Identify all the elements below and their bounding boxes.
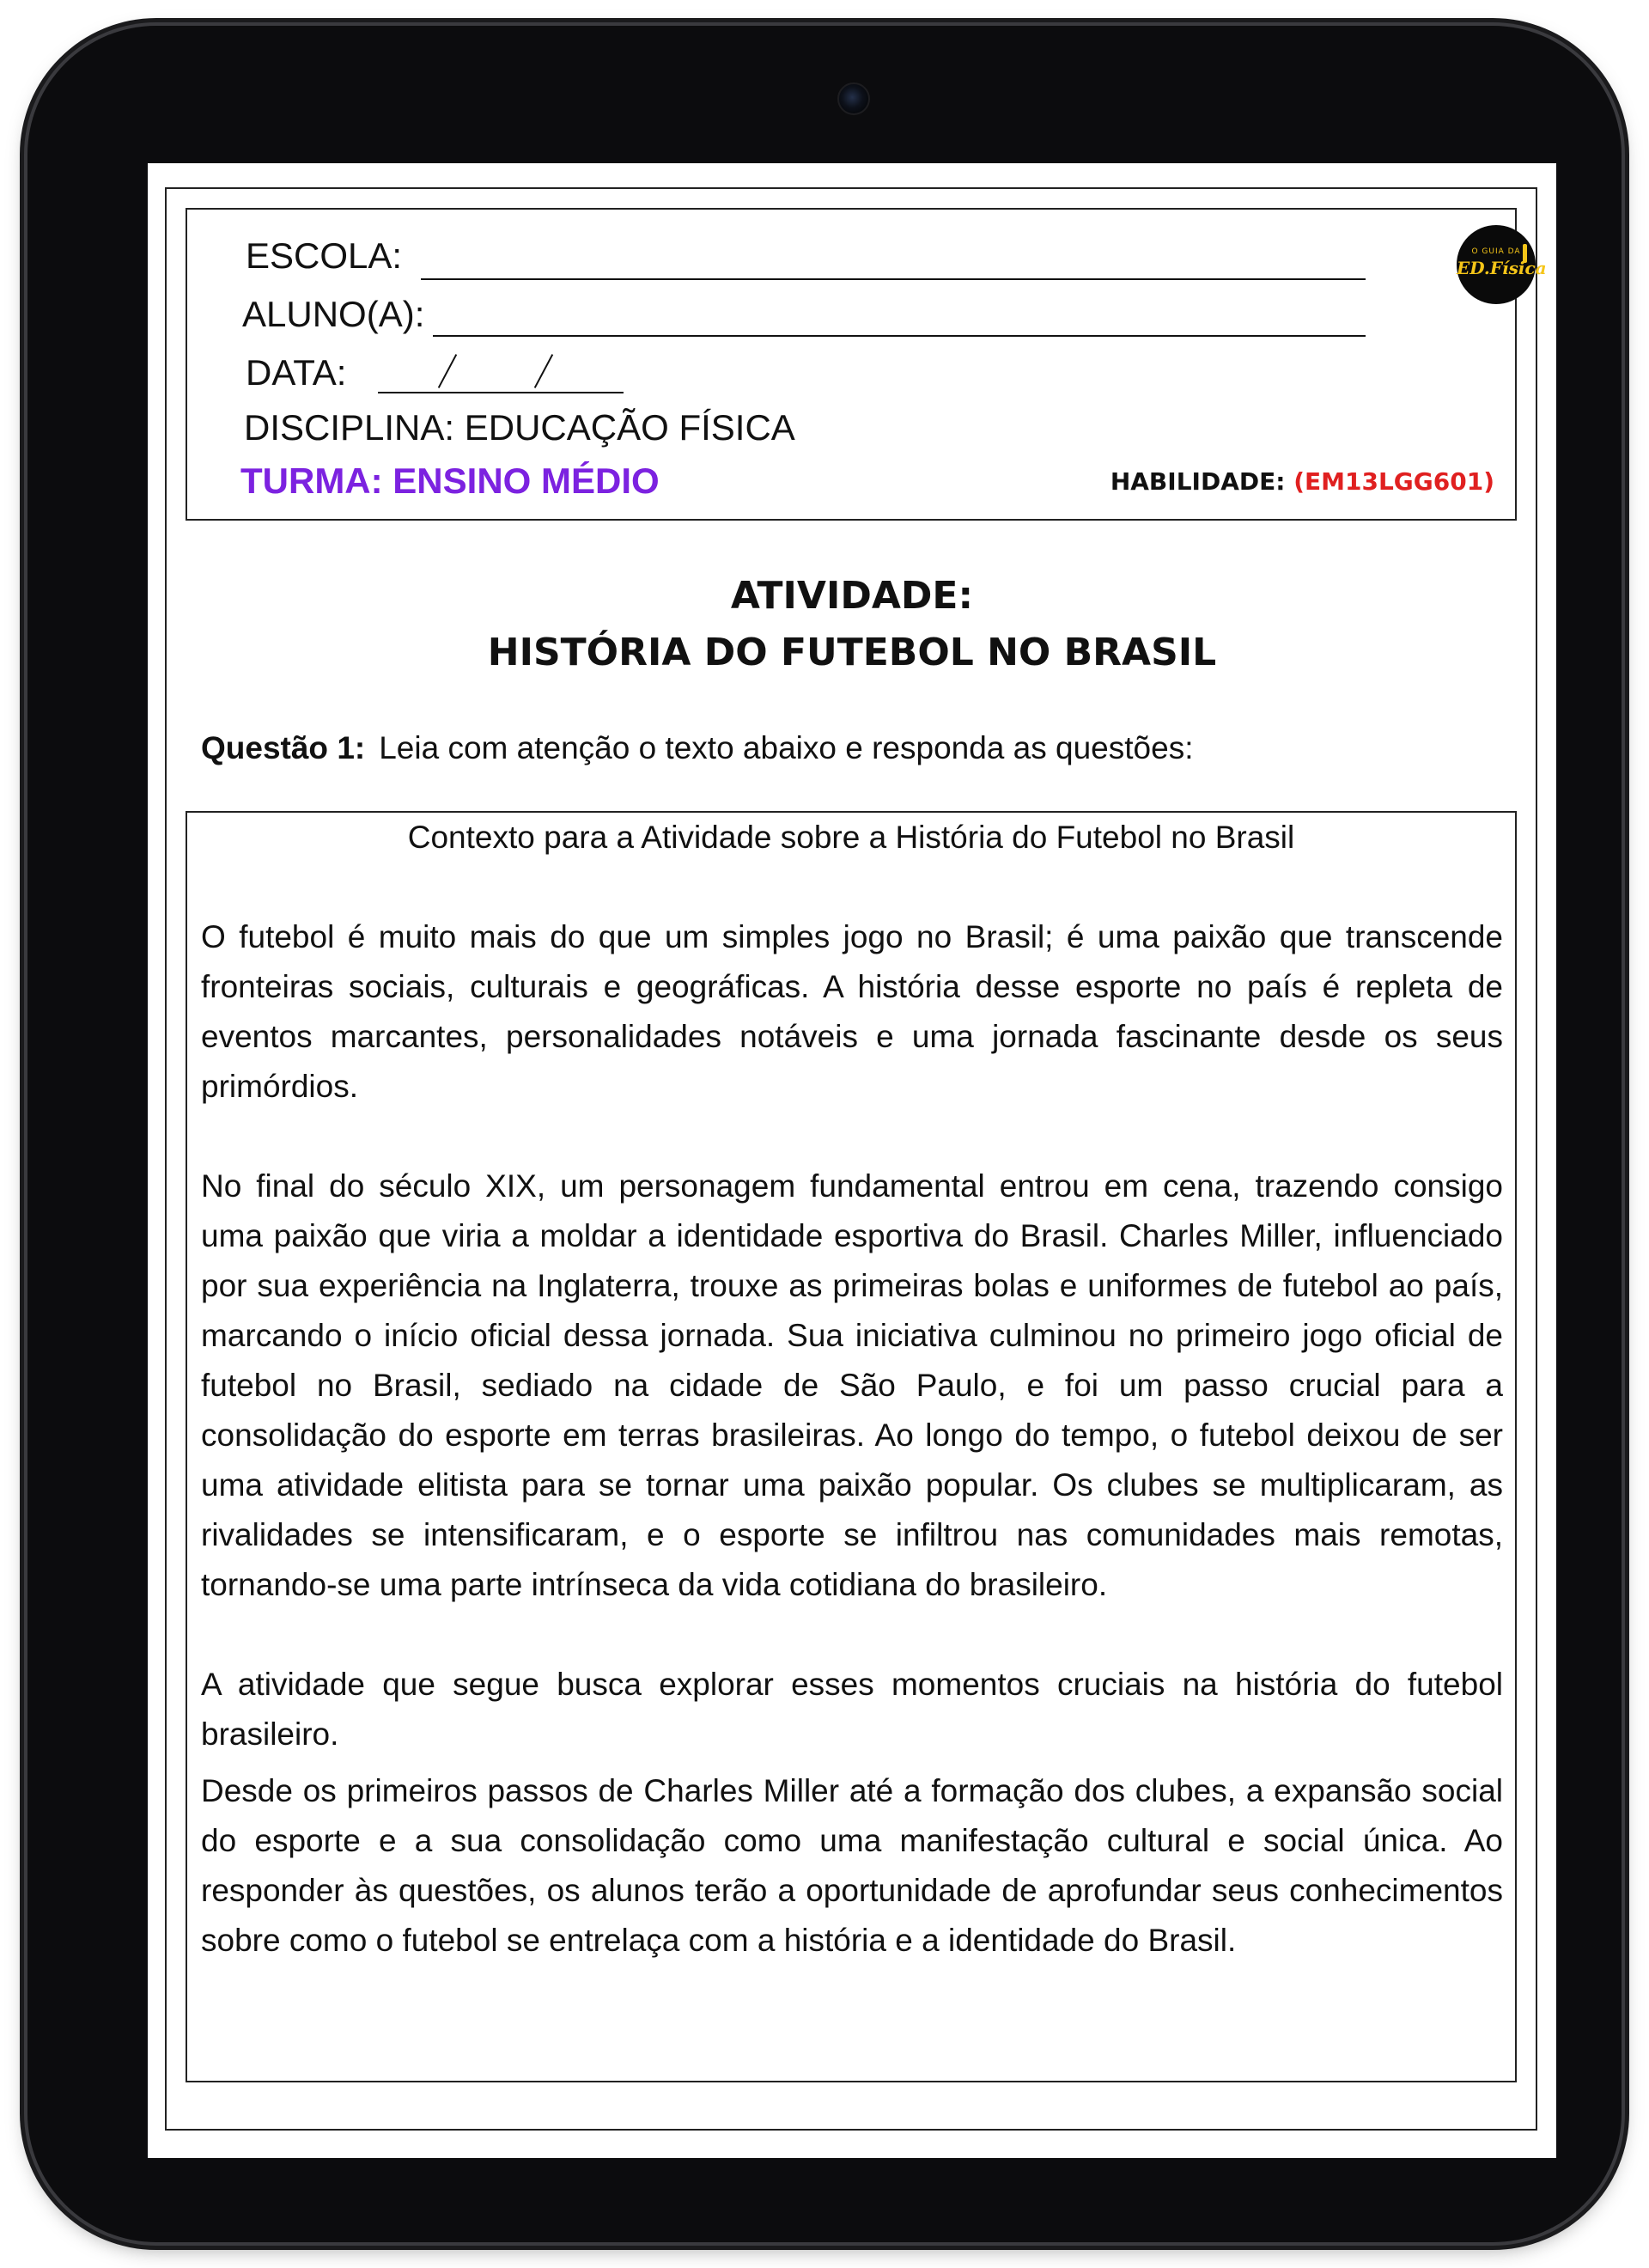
data-label: DATA: xyxy=(246,352,347,393)
context-paragraph: No final do século XIX, um personagem fundamental entrou em cena, trazendo consigo uma paixão que viria a moldar a identidade esportiva do Brasil. Charles Miller, influenciado por sua experiência na Inglaterra, trouxe as primeiras bolas e uniformes de futebol ao país, marcando o início oficial dessa jornada. Sua iniciativa culminou no primeiro jogo oficial de futebol no Brasil, sediado na cidade de São Paulo, e foi um passo crucial para a consolidação do esporte em terras brasileiras. Ao longo do tempo, o futebol deixou de ser uma atividade elitista para se tornar uma paixão popular. Os clubes se multiplicaram, as rivalidades se intensificaram, e o esporte se infiltrou nas comunidades mais remotas, tornando-se uma parte intrínseca da vida cotidiana do brasileiro. xyxy=(201,1168,1503,1602)
tablet-volume-up-button xyxy=(1621,199,1628,294)
logo-main-text: ED.Física xyxy=(1457,258,1547,278)
question-1 xyxy=(201,730,1193,766)
activity-title: ATIVIDADE: xyxy=(730,574,974,618)
logo-small-text: O GUIA DA xyxy=(1471,247,1521,256)
date-slash-1 xyxy=(438,354,457,388)
context-title: Contexto para a Atividade sobre a História do Futebol no Brasil xyxy=(407,820,1295,855)
habilidade-label xyxy=(1110,467,1494,496)
context-paragraph: O futebol é muito mais do que um simples jogo no Brasil; é uma paixão que transcende fronteiras sociais, culturais e geográficas. A história desse esporte no país é repleta de eventos marcantes, personalidades notáveis e uma jornada fascinante desde os seus primórdios. xyxy=(201,919,1503,1104)
worksheet-header xyxy=(186,208,1547,521)
date-blank-line xyxy=(378,392,624,393)
question-prompt: Leia com atenção o texto abaixo e responda as questões: xyxy=(379,730,1194,765)
school-logo-icon xyxy=(1457,225,1547,304)
front-camera-icon xyxy=(837,82,870,115)
turma-label: TURMA: ENSINO MÉDIO xyxy=(240,460,660,501)
tablet-frame xyxy=(27,26,1622,2242)
escola-blank-line xyxy=(421,278,1366,280)
tablet-volume-down-button xyxy=(1621,316,1628,411)
habilidade-title: HABILIDADE: xyxy=(1110,467,1286,496)
question-number: Questão 1: xyxy=(201,730,366,765)
date-slash-2 xyxy=(534,354,553,388)
escola-label: ESCOLA: xyxy=(246,235,403,276)
tablet-screen xyxy=(148,163,1556,2158)
disciplina-label: DISCIPLINA: EDUCAÇÃO FÍSICA xyxy=(244,407,795,448)
context-text-box xyxy=(186,811,1517,2082)
habilidade-code: (EM13LGG601) xyxy=(1293,467,1494,496)
activity-subtitle: HISTÓRIA DO FUTEBOL NO BRASIL xyxy=(487,631,1217,674)
context-paragraph: A atividade que segue busca explorar esses momentos cruciais na história do futebol brasileiro. xyxy=(201,1667,1503,1752)
aluno-blank-line xyxy=(433,335,1366,337)
context-paragraph: Desde os primeiros passos de Charles Miller até a formação dos clubes, a expansão social do esporte e a sua consolidação como uma manifestação cultural e social única. Ao responder às questões, os alunos terão a oportunidade de aprofundar seus conhecimentos sobre como o futebol se entrelaça com a história e a identidade do Brasil. xyxy=(201,1773,1503,1958)
aluno-label: ALUNO(A): xyxy=(242,294,425,334)
